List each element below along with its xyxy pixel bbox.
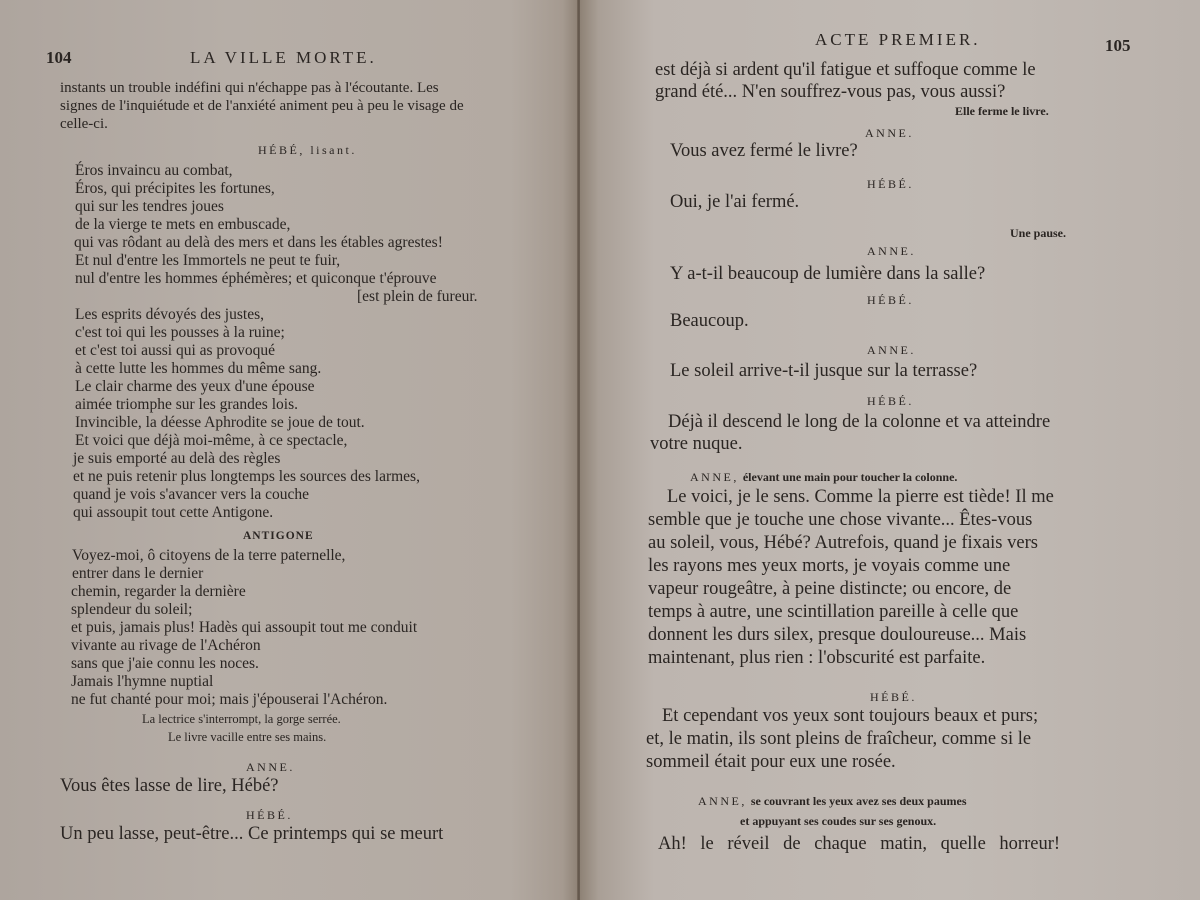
verse-line: et c'est toi aussi qui as provoqué <box>75 342 275 359</box>
dialogue-line: Le voici, je le sens. Comme la pierre est tiède! Il me <box>667 487 1054 507</box>
dialogue-line: Un peu lasse, peut-être... Ce printemps qui se meurt <box>60 824 444 844</box>
verse-line: c'est toi qui les pousses à la ruine; <box>75 324 285 341</box>
verse-line: aimée triomphe sur les grandes lois. <box>75 396 298 413</box>
verse-line: Invincible, la déesse Aphrodite se joue de tout. <box>75 414 365 431</box>
dialogue-line: Vous avez fermé le livre? <box>670 141 858 161</box>
verse-line: je suis emporté au delà des règles <box>73 450 281 467</box>
dialogue-line: au soleil, vous, Hébé? Autrefois, quand je fixais vers <box>648 533 1038 553</box>
dialogue-line: Déjà il descend le long de la colonne et va atteindre <box>668 412 1051 432</box>
verse-line: Éros invaincu au combat, <box>75 162 233 179</box>
speaker-name: ANNE, <box>698 794 747 808</box>
verse-line: sans que j'aie connu les noces. <box>71 655 259 672</box>
dialogue-line: Le soleil arrive-t-il jusque sur la terrasse? <box>670 361 978 381</box>
verse-line: et ne puis retenir plus longtemps les sources des larmes, <box>73 468 420 485</box>
running-head: ACTE PREMIER. <box>815 30 981 49</box>
dialogue-line: donnent les durs silex, presque douloureuse... Mais <box>648 625 1027 645</box>
stage-direction: Le livre vacille entre ses mains. <box>168 730 327 744</box>
verse-line: chemin, regarder la dernière <box>71 583 246 600</box>
verse-line: ne fut chanté pour moi; mais j'épouserai l'Achéron. <box>71 691 388 708</box>
speaker-heading: HÉBÉ, lisant. <box>258 143 357 157</box>
dialogue-line: semble que je touche une chose vivante... Êtes-vous <box>648 510 1033 530</box>
verse-line: Jamais l'hymne nuptial <box>71 673 214 690</box>
dialogue-line: grand été... N'en souffrez-vous pas, vous aussi? <box>655 82 1006 102</box>
verse-line: qui vas rôdant au delà des mers et dans les étables agrestes! <box>74 234 443 251</box>
speaker-heading: ANNE. <box>246 760 295 774</box>
speaker-name: ANNE, <box>690 470 739 484</box>
speaker-heading: ANNE. <box>867 343 916 357</box>
verse-line: qui sur les tendres joues <box>75 198 224 215</box>
verse-line: vivante au rivage de l'Achéron <box>71 637 261 654</box>
verse-line: Les esprits dévoyés des justes, <box>75 306 264 323</box>
verse-line: nul d'entre les hommes éphémères; et quiconque t'éprouve <box>75 270 437 287</box>
verse-line: Et nul d'entre les Immortels ne peut te fuir, <box>75 252 341 269</box>
verse-line: Et voici que déjà moi-même, à ce spectacle, <box>75 432 348 449</box>
right-page <box>580 0 1200 900</box>
speaker-heading: HÉBÉ. <box>870 690 917 704</box>
page-number: 104 <box>46 48 72 67</box>
speaker-heading: HÉBÉ. <box>867 177 914 191</box>
dialogue-line: maintenant, plus rien : l'obscurité est parfaite. <box>648 648 986 668</box>
dialogue-line: Oui, je l'ai fermé. <box>670 192 800 212</box>
dialogue-line: vapeur rougeâtre, à peine distincte; ou encore, de <box>648 579 1012 599</box>
verse-line: Le clair charme des yeux d'une épouse <box>75 378 315 395</box>
speaker-heading: ANNE. <box>865 126 914 140</box>
dialogue-line: est déjà si ardent qu'il fatigue et suffoque comme le <box>655 60 1036 80</box>
dialogue-line: temps à autre, une scintillation pareille à celle que <box>648 602 1019 622</box>
dialogue-line: Ah! le réveil de chaque matin, quelle horreur! <box>658 834 1061 854</box>
speaker-heading: HÉBÉ. <box>246 808 293 822</box>
verse-line: à cette lutte les hommes du même sang. <box>75 360 322 377</box>
verse-line: et puis, jamais plus! Hadès qui assoupit tout me conduit <box>71 619 418 636</box>
speaker-heading: HÉBÉ. <box>867 293 914 307</box>
stage-direction: Elle ferme le livre. <box>955 104 1049 118</box>
intro-line: signes de l'inquiétude et de l'anxiété animent peu à peu le visage de <box>60 98 464 114</box>
dialogue-line: votre nuque. <box>650 434 743 454</box>
verse-line: de la vierge te mets en embuscade, <box>75 216 291 233</box>
speaker-heading: ANTIGONE <box>243 530 314 542</box>
speaker-direction: élevant une main pour toucher la colonne. <box>742 470 958 484</box>
intro-line: celle-ci. <box>60 116 108 132</box>
verse-line: quand je vois s'avancer vers la couche <box>73 486 310 503</box>
dialogue-line: les rayons mes yeux morts, je voyais comme une <box>648 556 1011 576</box>
speaker-heading: HÉBÉ. <box>867 394 914 408</box>
intro-line: instants un trouble indéfini qui n'échappe pas à l'écoutante. Les <box>60 80 439 96</box>
left-page <box>0 0 580 900</box>
dialogue-line: Y a-t-il beaucoup de lumière dans la salle? <box>670 264 986 284</box>
dialogue-line: Et cependant vos yeux sont toujours beaux et purs; <box>662 706 1039 726</box>
speaker-heading <box>690 468 957 486</box>
page-number: 105 <box>1105 36 1131 55</box>
speaker-heading: ANNE. <box>867 244 916 258</box>
speaker-direction: se couvrant les yeux avez ses deux paumes <box>750 794 967 808</box>
dialogue-line: Vous êtes lasse de lire, Hébé? <box>60 776 279 796</box>
speaker-direction: et appuyant ses coudes sur ses genoux. <box>740 814 937 828</box>
verse-line: Éros, qui précipites les fortunes, <box>75 180 275 197</box>
verse-line: qui assoupit tout cette Antigone. <box>73 504 274 521</box>
running-head: LA VILLE MORTE. <box>190 48 377 67</box>
verse-line: Voyez-moi, ô citoyens de la terre paternelle, <box>72 547 346 564</box>
dialogue-line: sommeil était pour eux une rosée. <box>646 752 896 772</box>
dialogue-line: et, le matin, ils sont pleins de fraîcheur, comme si le <box>646 729 1032 749</box>
dialogue-line: Beaucoup. <box>670 311 749 331</box>
speaker-heading <box>698 792 966 810</box>
verse-line: splendeur du soleil; <box>71 601 193 618</box>
verse-line: entrer dans le dernier <box>72 565 204 582</box>
stage-direction: Une pause. <box>1010 226 1067 240</box>
stage-direction: La lectrice s'interrompt, la gorge serrée. <box>142 712 341 726</box>
verse-line: [est plein de fureur. <box>357 288 478 305</box>
